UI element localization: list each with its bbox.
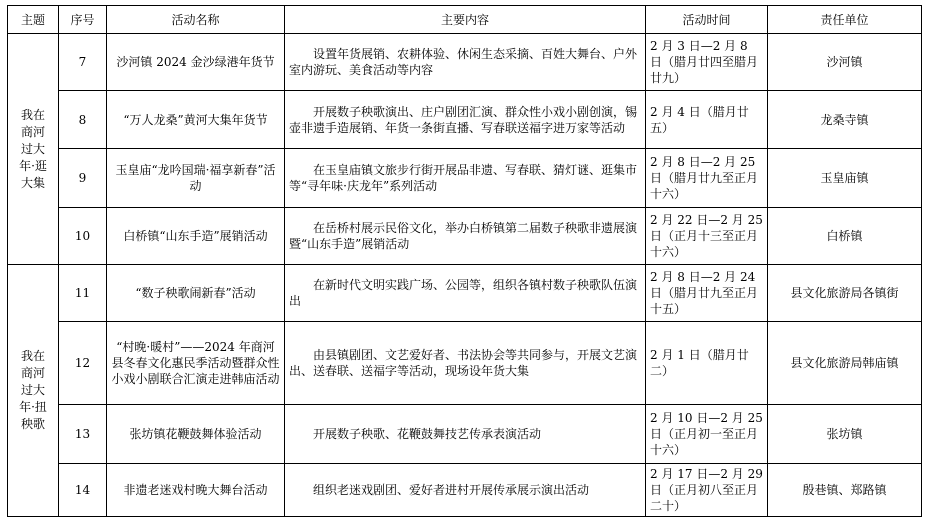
activity-content: 开展数子秧歌演出、庄户剧团汇演、群众性小戏小剧创演，锡壶非遗手造展销、年货一条街直播、写春联送福字进万家等活动 — [285, 91, 646, 149]
activity-content: 在新时代文明实践广场、公园等，组织各镇村数子秧歌队伍演出 — [285, 265, 646, 322]
responsible-unit: 沙河镇 — [768, 34, 922, 91]
activity-time: 2 月 8 日—2 月 25 日（腊月廿九至正月十六） — [646, 149, 768, 208]
activity-time: 2 月 22 日—2 月 25 日（正月十三至正月十六） — [646, 208, 768, 265]
row-no: 11 — [59, 265, 107, 322]
header-time: 活动时间 — [646, 6, 768, 34]
activity-time: 2 月 17 日—2 月 29 日（正月初八至正月二十） — [646, 464, 768, 517]
row-no: 14 — [59, 464, 107, 517]
header-unit: 责任单位 — [768, 6, 922, 34]
table-row — [8, 322, 922, 405]
row-no: 13 — [59, 405, 107, 464]
activity-time: 2 月 4 日（腊月廿五） — [646, 91, 768, 149]
activity-table — [7, 5, 922, 517]
activity-name: 张坊镇花鞭鼓舞体验活动 — [107, 405, 285, 464]
header-theme: 主题 — [8, 6, 59, 34]
responsible-unit: 玉皇庙镇 — [768, 149, 922, 208]
header-row — [8, 6, 922, 34]
activity-content: 开展数子秧歌、花鞭鼓舞技艺传承表演活动 — [285, 405, 646, 464]
activity-content: 在岳桥村展示民俗文化，举办白桥镇第二届数子秧歌非遗展演暨“山东手造”展销活动 — [285, 208, 646, 265]
activity-time: 2 月 8 日—2 月 24 日（腊月廿九至正月十五） — [646, 265, 768, 322]
row-no: 9 — [59, 149, 107, 208]
activity-content: 设置年货展销、农耕体验、休闲生态采摘、百姓大舞台、户外室内游玩、美食活动等内容 — [285, 34, 646, 91]
table-row — [8, 208, 922, 265]
table-row — [8, 405, 922, 464]
activity-content: 在玉皇庙镇文旅步行街开展品非遗、写春联、猜灯谜、逛集市等“寻年味·庆龙年”系列活动 — [285, 149, 646, 208]
row-no: 12 — [59, 322, 107, 405]
table-row — [8, 149, 922, 208]
responsible-unit: 殷巷镇、郑路镇 — [768, 464, 922, 517]
activity-name: 玉皇庙“龙吟国瑞·福享新春”活动 — [107, 149, 285, 208]
theme-cell: 我在商河过大年·扭秧歌 — [8, 265, 59, 517]
activity-time: 2 月 3 日—2 月 8 日（腊月廿四至腊月廿九） — [646, 34, 768, 91]
table-row — [8, 34, 922, 91]
row-no: 7 — [59, 34, 107, 91]
activity-name: 白桥镇“山东手造”展销活动 — [107, 208, 285, 265]
header-name: 活动名称 — [107, 6, 285, 34]
theme-cell: 我在商河过大年·逛大集 — [8, 34, 59, 265]
activity-name: “万人龙桑”黄河大集年货节 — [107, 91, 285, 149]
activity-name: 沙河镇 2024 金沙绿港年货节 — [107, 34, 285, 91]
row-no: 10 — [59, 208, 107, 265]
activity-content: 组织老迷戏剧团、爱好者进村开展传承展示演出活动 — [285, 464, 646, 517]
table-row — [8, 91, 922, 149]
activity-name: 非遗老迷戏村晚大舞台活动 — [107, 464, 285, 517]
table-row — [8, 265, 922, 322]
activity-time: 2 月 10 日—2 月 25 日（正月初一至正月十六） — [646, 405, 768, 464]
responsible-unit: 县文化旅游局各镇街 — [768, 265, 922, 322]
activity-name: “数子秧歌闹新春”活动 — [107, 265, 285, 322]
table-row — [8, 464, 922, 517]
header-content: 主要内容 — [285, 6, 646, 34]
responsible-unit: 县文化旅游局韩庙镇 — [768, 322, 922, 405]
row-no: 8 — [59, 91, 107, 149]
responsible-unit: 张坊镇 — [768, 405, 922, 464]
activity-time: 2 月 1 日（腊月廿二） — [646, 322, 768, 405]
activity-content: 由县镇剧团、文艺爱好者、书法协会等共同参与，开展文艺演出、送春联、送福字等活动，现场设年货大集 — [285, 322, 646, 405]
responsible-unit: 白桥镇 — [768, 208, 922, 265]
activity-name: “村晚·暖村”——2024 年商河县冬春文化惠民季活动暨群众性小戏小剧联合汇演走进韩庙活动 — [107, 322, 285, 405]
header-no: 序号 — [59, 6, 107, 34]
responsible-unit: 龙桑寺镇 — [768, 91, 922, 149]
